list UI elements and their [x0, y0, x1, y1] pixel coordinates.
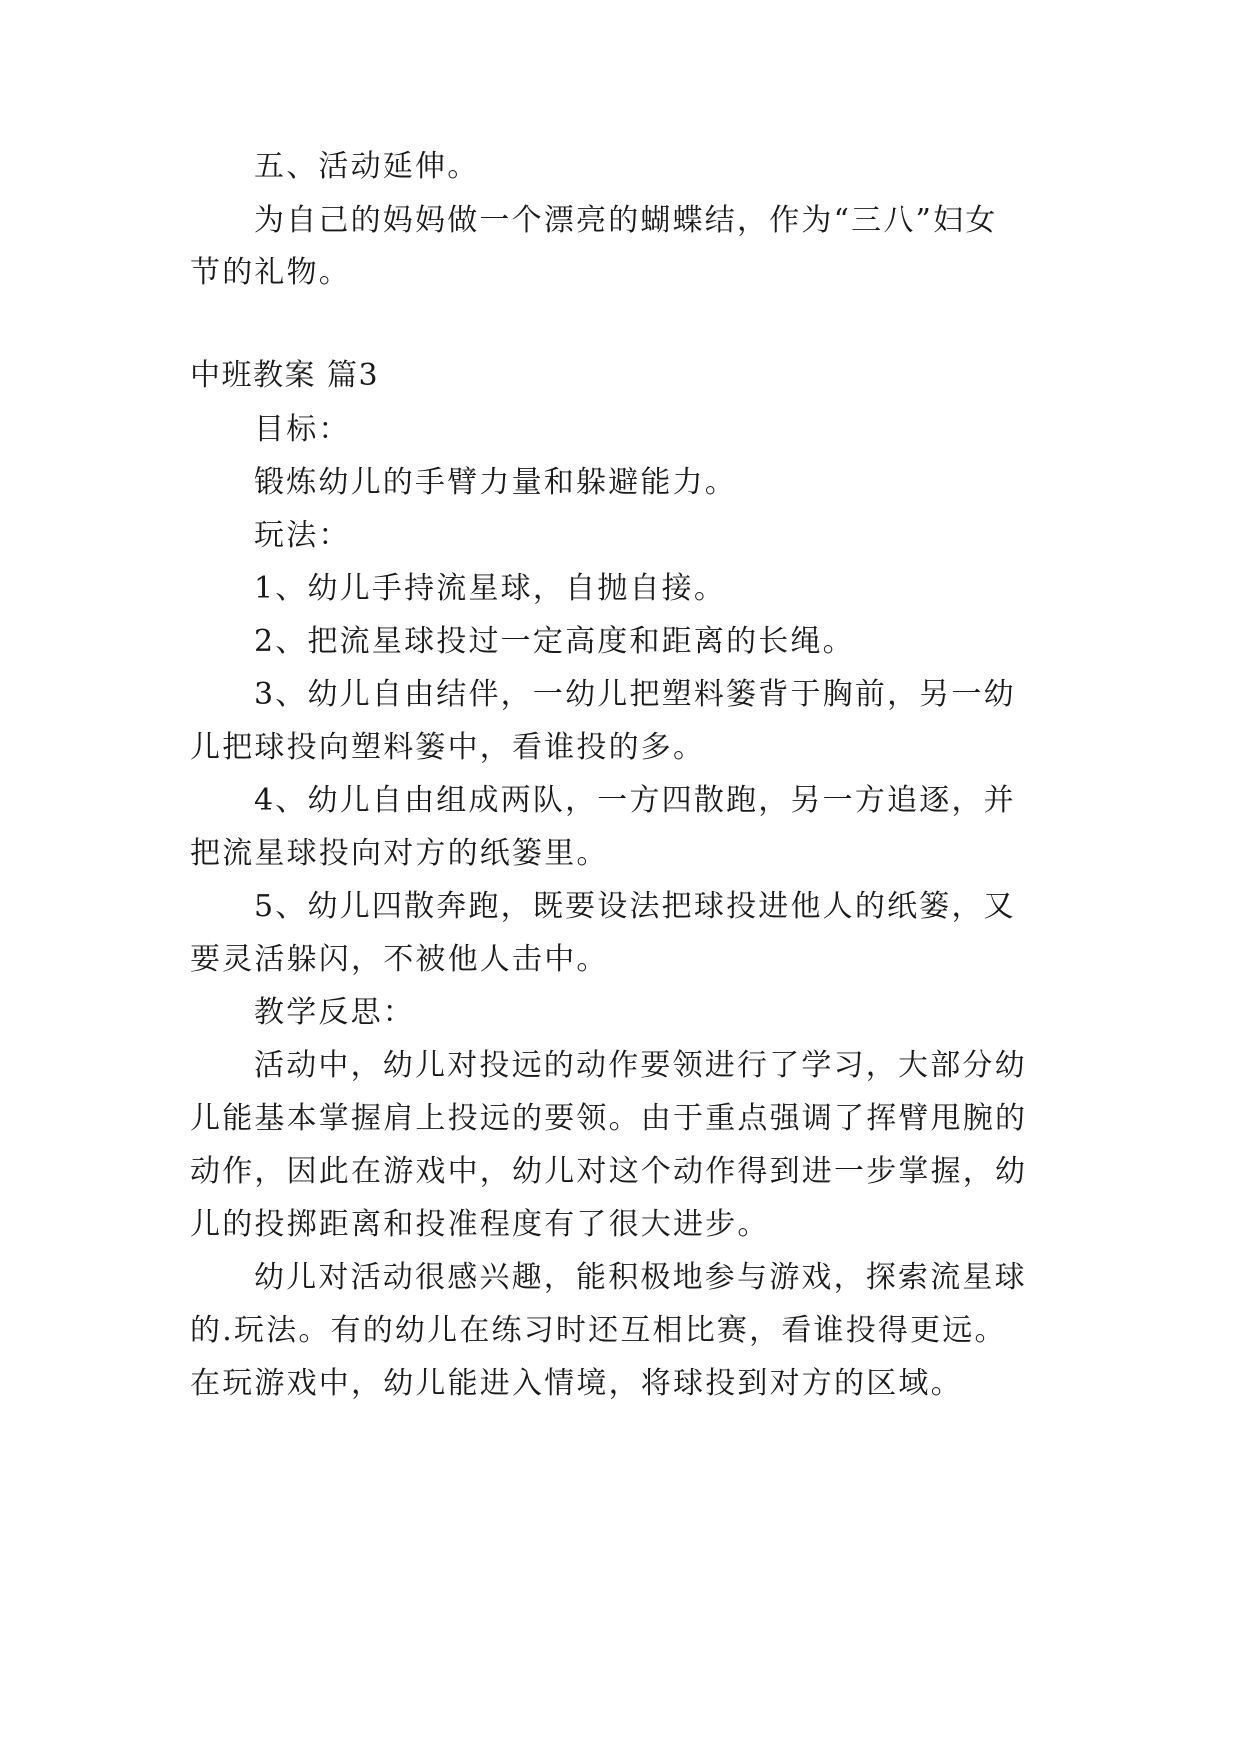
- paragraph-line: 2、把流星球投过一定高度和距离的长绳。: [254, 624, 855, 659]
- paragraph-line: 锻炼幼儿的手臂力量和躲避能力。: [254, 465, 737, 500]
- paragraph-line: 5、幼儿四散奔跑，既要设法把球投进他人的纸篓，又: [254, 889, 1016, 924]
- paragraph-line: 3、幼儿自由结伴，一幼儿把塑料篓背于胸前，另一幼: [254, 677, 1016, 712]
- paragraph-line: 的.玩法。有的幼儿在练习时还互相比赛，看谁投得更远。: [190, 1313, 1007, 1348]
- paragraph-line: 五、活动延伸。: [254, 149, 480, 184]
- paragraph-line: 活动中，幼儿对投远的动作要领进行了学习，大部分幼: [254, 1048, 1027, 1083]
- paragraph-line: 玩法：: [254, 518, 351, 553]
- paragraph-line: 儿能基本掌握肩上投远的要领。由于重点强调了挥臂甩腕的: [190, 1101, 1028, 1136]
- paragraph-line: 1、幼儿手持流星球，自抛自接。: [254, 571, 727, 606]
- paragraph-line: 动作，因此在游戏中，幼儿对这个动作得到进一步掌握，幼: [190, 1154, 1028, 1189]
- paragraph-line: 儿的投掷距离和投准程度有了很大进步。: [190, 1207, 770, 1242]
- paragraph-line: 节的礼物。: [190, 255, 351, 290]
- paragraph-line: 要灵活躲闪，不被他人击中。: [190, 942, 609, 977]
- paragraph-line: 4、幼儿自由组成两队，一方四散跑，另一方追逐，并: [254, 783, 1016, 818]
- paragraph-line: 在玩游戏中，幼儿能进入情境，将球投到对方的区域。: [190, 1366, 963, 1401]
- paragraph-line: 为自己的妈妈做一个漂亮的蝴蝶结，作为“三八”妇女: [254, 203, 998, 238]
- section-heading: 中班教案 篇3: [190, 358, 380, 393]
- paragraph-line: 幼儿对活动很感兴趣，能积极地参与游戏，探索流星球: [254, 1260, 1027, 1295]
- paragraph-line: 把流星球投向对方的纸篓里。: [190, 836, 609, 871]
- paragraph-line: 儿把球投向塑料篓中，看谁投的多。: [190, 730, 706, 765]
- paragraph-line: 教学反思：: [254, 995, 415, 1030]
- paragraph-line: 目标：: [254, 412, 351, 447]
